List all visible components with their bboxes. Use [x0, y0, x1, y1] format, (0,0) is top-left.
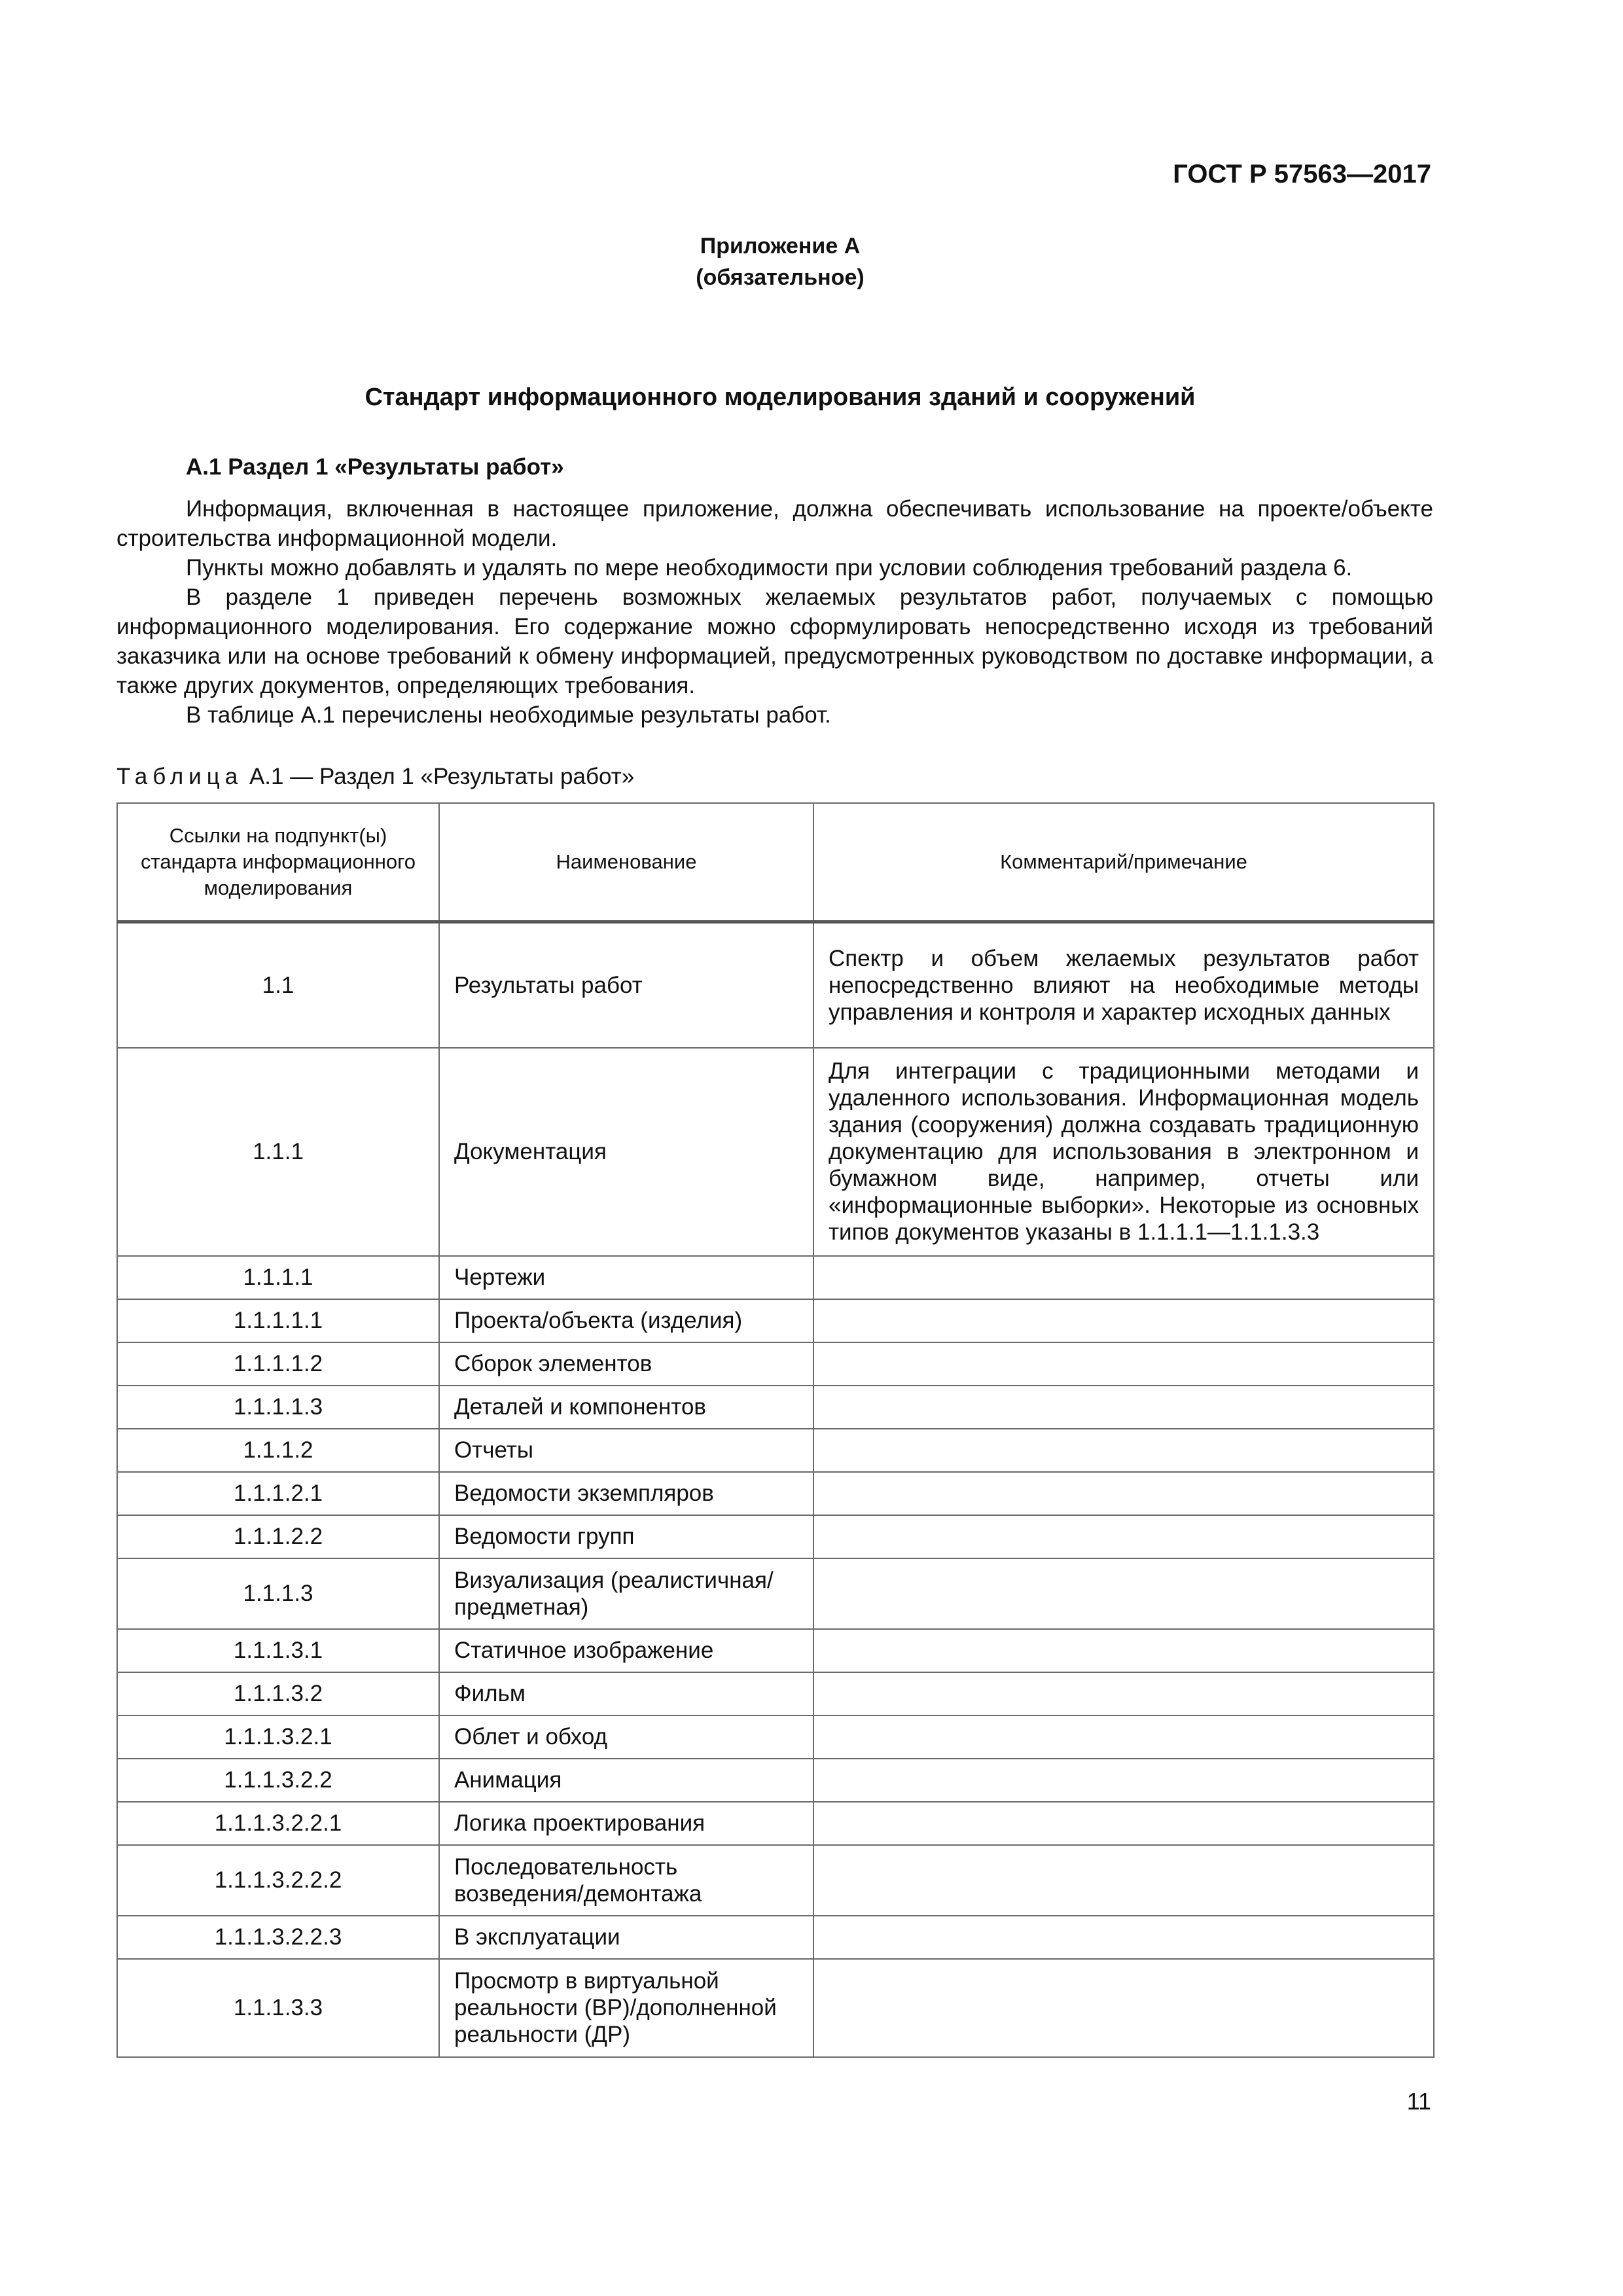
cell-name: Ведомости групп — [439, 1515, 813, 1558]
table-row — [117, 1802, 1434, 1845]
appendix-heading — [0, 230, 1560, 293]
cell-comment — [813, 1429, 1434, 1472]
table-caption-prefix: Таблица — [116, 764, 243, 789]
cell-comment: Спектр и объем желаемых результатов работ непосредственно влияют на необходимые методы управления и контроля и характер исходных данных — [813, 922, 1434, 1048]
cell-comment — [813, 1386, 1434, 1429]
cell-reference: 1.1.1.1.2 — [117, 1342, 439, 1386]
column-header-references: Ссылки на подпункт(ы) стандарта информационного моделирования — [117, 803, 439, 922]
cell-comment — [813, 1256, 1434, 1299]
cell-comment: Для интеграции с традиционными методами и удаленного использования. Информационная модель здания (сооружения) должна создавать традиционную документацию для использования в электронном и бумажном виде, например, отчеты или «информационные выборки». Некоторые из основных типов документов указаны в 1.1.1.1—1.1.1.3.3 — [813, 1048, 1434, 1256]
table-row — [117, 922, 1434, 1048]
column-header-comment: Комментарий/примечание — [813, 803, 1434, 922]
cell-reference: 1.1.1.3.1 — [117, 1629, 439, 1672]
cell-name: Ведомости экземпляров — [439, 1472, 813, 1515]
cell-name: Деталей и компонентов — [439, 1386, 813, 1429]
cell-comment — [813, 1759, 1434, 1802]
cell-reference: 1.1.1.3 — [117, 1558, 439, 1629]
table-row — [117, 1715, 1434, 1759]
cell-name: Статичное изображение — [439, 1629, 813, 1672]
cell-reference: 1.1.1.3.2.2.1 — [117, 1802, 439, 1845]
cell-comment — [813, 1472, 1434, 1515]
table-row — [117, 1515, 1434, 1558]
cell-reference: 1.1.1.1.3 — [117, 1386, 439, 1429]
cell-comment — [813, 1959, 1434, 2057]
cell-comment — [813, 1515, 1434, 1558]
table-row — [117, 1429, 1434, 1472]
cell-comment — [813, 1672, 1434, 1715]
table-row — [117, 1048, 1434, 1256]
cell-name: Сборок элементов — [439, 1342, 813, 1386]
table-row — [117, 1916, 1434, 1959]
appendix-title: Приложение А — [700, 234, 861, 259]
table-row — [117, 1959, 1434, 2057]
cell-reference: 1.1.1.2.2 — [117, 1515, 439, 1558]
table-caption — [116, 764, 634, 790]
paragraph: Информация, включенная в настоящее приложение, должна обеспечивать использование на проекте/объекте строительства информационной модели. — [116, 496, 1433, 551]
page-number: 11 — [1406, 2088, 1431, 2115]
cell-reference: 1.1.1 — [117, 1048, 439, 1256]
table-row — [117, 1759, 1434, 1802]
table-row — [117, 1256, 1434, 1299]
cell-reference: 1.1.1.3.2.2 — [117, 1759, 439, 1802]
cell-comment — [813, 1299, 1434, 1342]
cell-name: Фильм — [439, 1672, 813, 1715]
cell-comment — [813, 1845, 1434, 1916]
paragraph: В разделе 1 приведен перечень возможных желаемых результатов работ, получаемых с помощью информационного моделирования. Его содержание можно сформулировать непосредственно исходя из требований заказчика или на основе требований к обмену информацией, предусмотренных руководством по доставке информации, а также других документов, определяющих требования. — [116, 584, 1433, 698]
cell-name: Проекта/объекта (изделия) — [439, 1299, 813, 1342]
cell-name: В эксплуатации — [439, 1916, 813, 1959]
table-row — [117, 1845, 1434, 1916]
cell-comment — [813, 1558, 1434, 1629]
cell-reference: 1.1.1.1.1 — [117, 1299, 439, 1342]
table-caption-text: А.1 — Раздел 1 «Результаты работ» — [243, 764, 635, 789]
paragraph: В таблице А.1 перечислены необходимые результаты работ. — [186, 702, 831, 728]
cell-comment — [813, 1802, 1434, 1845]
standard-designation: ГОСТ Р 57563—2017 — [1173, 160, 1431, 188]
table-row — [117, 1472, 1434, 1515]
cell-reference: 1.1.1.3.2.2.3 — [117, 1916, 439, 1959]
table-row — [117, 1299, 1434, 1342]
cell-reference: 1.1.1.3.2.1 — [117, 1715, 439, 1759]
cell-comment — [813, 1715, 1434, 1759]
cell-name: Логика проектирования — [439, 1802, 813, 1845]
table-row — [117, 1629, 1434, 1672]
cell-name: Облет и обход — [439, 1715, 813, 1759]
cell-name: Просмотр в виртуальной реальности (ВР)/дополненной реальности (ДР) — [439, 1959, 813, 2057]
cell-reference: 1.1.1.3.2 — [117, 1672, 439, 1715]
table-row — [117, 1672, 1434, 1715]
results-table — [116, 802, 1435, 2058]
cell-reference: 1.1 — [117, 922, 439, 1048]
cell-reference: 1.1.1.3.2.2.2 — [117, 1845, 439, 1916]
cell-name: Чертежи — [439, 1256, 813, 1299]
cell-name: Документация — [439, 1048, 813, 1256]
table-row — [117, 1386, 1434, 1429]
cell-name: Визуализация (реалистичная/ предметная) — [439, 1558, 813, 1629]
cell-reference: 1.1.1.1 — [117, 1256, 439, 1299]
column-header-name: Наименование — [439, 803, 813, 922]
table-row — [117, 1342, 1434, 1386]
cell-comment — [813, 1916, 1434, 1959]
cell-comment — [813, 1342, 1434, 1386]
paragraph: Пункты можно добавлять и удалять по мере необходимости при условии соблюдения требований раздела 6. — [186, 555, 1353, 581]
body-text — [116, 494, 1433, 730]
table-header-row — [117, 803, 1434, 922]
cell-name: Анимация — [439, 1759, 813, 1802]
cell-name: Последовательность возведения/демонтажа — [439, 1845, 813, 1916]
document-title: Стандарт информационного моделирования зданий и сооружений — [365, 384, 1196, 411]
cell-reference: 1.1.1.2 — [117, 1429, 439, 1472]
cell-name: Результаты работ — [439, 922, 813, 1048]
section-heading: А.1 Раздел 1 «Результаты работ» — [186, 454, 564, 480]
cell-reference: 1.1.1.2.1 — [117, 1472, 439, 1515]
cell-comment — [813, 1629, 1434, 1672]
cell-reference: 1.1.1.3.3 — [117, 1959, 439, 2057]
cell-name: Отчеты — [439, 1429, 813, 1472]
appendix-status: (обязательное) — [696, 265, 865, 290]
table-row — [117, 1558, 1434, 1629]
